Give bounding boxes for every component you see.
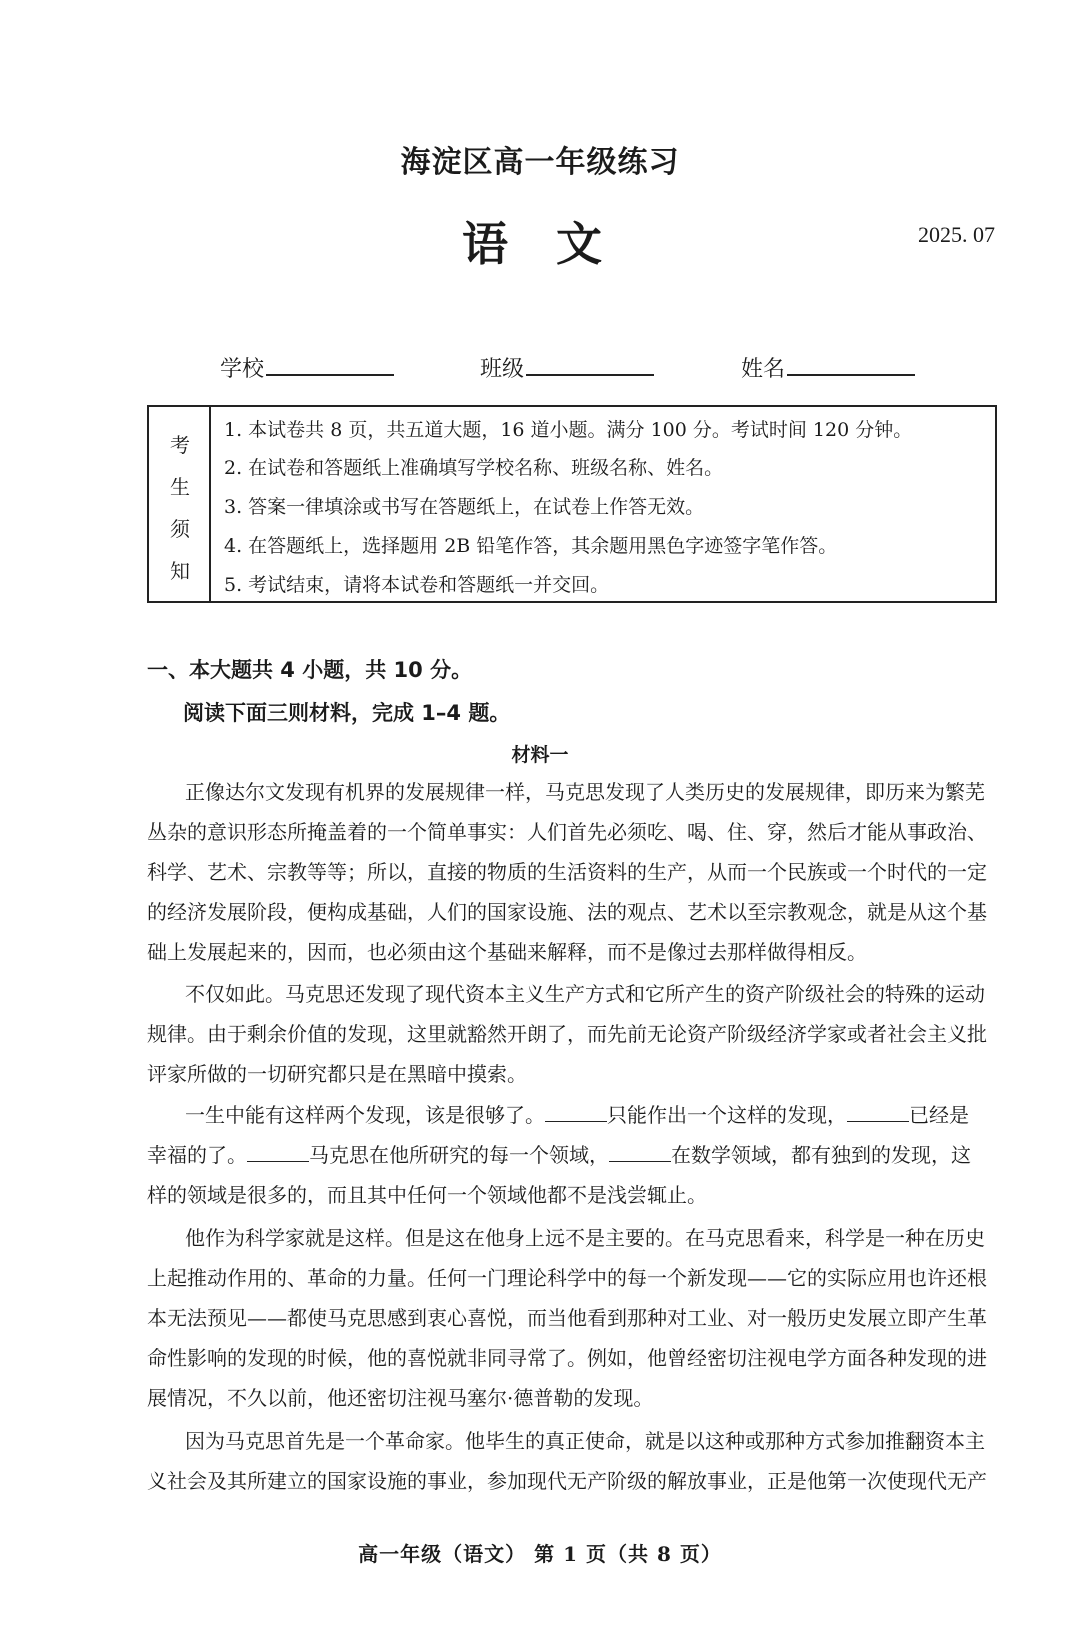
school-field[interactable]: [220, 352, 394, 383]
sentence-fragment: 在数学领域，都有独到的发现，这: [671, 1143, 971, 1167]
school-label: 学校: [220, 357, 265, 382]
paragraph-line: 评家所做的一切研究都只是在黑暗中摸索。: [147, 1062, 527, 1086]
sentence-fragment: 已经是: [909, 1103, 969, 1127]
fill-in-blank[interactable]: [847, 1105, 909, 1122]
notice-label-char: 考: [170, 433, 190, 457]
paragraph-line: [185, 1099, 999, 1128]
notice-label-char: 须: [170, 517, 190, 541]
paragraph-line: 础上发展起来的，因而，也必须由这个基础来解释，而不是像过去那样做得相反。: [147, 940, 867, 964]
section-heading: 一、本大题共 4 小题，共 10 分。: [147, 658, 473, 682]
paragraph-line: 科学、艺术、宗教等等；所以，直接的物质的生活资料的生产，从而一个民族或一个时代的一定: [147, 860, 987, 884]
notice-item: 4. 在答题纸上，选择题用 2B 铅笔作答，其余题用黑色字迹签字笔作答。: [224, 535, 838, 557]
class-blank-line[interactable]: [526, 356, 654, 376]
sentence-fragment: 只能作出一个这样的发现，: [607, 1103, 847, 1127]
exam-date: 2025. 07: [918, 222, 995, 247]
name-blank-line[interactable]: [787, 356, 915, 376]
subject-title: 语 文: [461, 217, 618, 271]
notice-label-char: 生: [170, 475, 190, 499]
paragraph-line: [147, 1139, 999, 1168]
paragraph-line: 不仅如此。马克思还发现了现代资本主义生产方式和它所产生的资产阶级社会的特殊的运动: [185, 982, 985, 1006]
section-instruction: 阅读下面三则材料，完成 1–4 题。: [183, 701, 511, 725]
paragraph-line: 义社会及其所建立的国家设施的事业，参加现代无产阶级的解放事业，正是他第一次使现代无产: [147, 1469, 987, 1493]
exam-heading: 海淀区高一年级练习: [400, 145, 680, 180]
paragraph-line: 规律。由于剩余价值的发现，这里就豁然开朗了，而先前无论资产阶级经济学家或者社会主义批: [147, 1022, 987, 1046]
paragraph-line: 上起推动作用的、革命的力量。任何一门理论科学中的每一个新发现——它的实际应用也许还根: [147, 1266, 987, 1290]
paragraph-line: 丛杂的意识形态所掩盖着的一个简单事实：人们首先必须吃、喝、住、穿，然后才能从事政治、: [147, 820, 987, 844]
paragraph-line: 正像达尔文发现有机界的发展规律一样，马克思发现了人类历史的发展规律，即历来为繁芜: [185, 780, 985, 804]
sentence-fragment: 马克思在他所研究的每一个领域，: [309, 1143, 609, 1167]
fill-in-blank[interactable]: [545, 1105, 607, 1122]
notice-item: 5. 考试结束，请将本试卷和答题纸一并交回。: [224, 574, 610, 596]
paragraph-line: 因为马克思首先是一个革命家。他毕生的真正使命，就是以这种或那种方式参加推翻资本主: [185, 1429, 985, 1453]
school-blank-line[interactable]: [266, 356, 394, 376]
fill-in-blank[interactable]: [609, 1145, 671, 1162]
name-field[interactable]: [741, 352, 915, 383]
name-label: 姓名: [741, 357, 786, 382]
paragraph-line: 的经济发展阶段，便构成基础，人们的国家设施、法的观点、艺术以至宗教观念，就是从这个基: [147, 900, 987, 924]
paragraph-line: 他作为科学家就是这样。但是这在他身上远不是主要的。在马克思看来，科学是一种在历史: [185, 1226, 985, 1250]
sentence-fragment: 一生中能有这样两个发现，该是很够了。: [185, 1103, 545, 1127]
page-footer: 高一年级（语文） 第 1 页（共 8 页）: [358, 1542, 722, 1566]
paragraph-line: 命性影响的发现的时候，他的喜悦就非同寻常了。例如，他曾经密切注视电学方面各种发现的进: [147, 1346, 987, 1370]
fill-in-blank[interactable]: [247, 1145, 309, 1162]
sentence-fragment: 幸福的了。: [147, 1143, 247, 1167]
notice-label-char: 知: [170, 559, 190, 583]
paragraph-line: 样的领域是很多的，而且其中任何一个领域他都不是浅尝辄止。: [147, 1183, 707, 1207]
notice-label-column: [149, 407, 211, 601]
notice-box: [147, 405, 997, 603]
class-field[interactable]: [480, 352, 654, 383]
paragraph-line: 展情况，不久以前，他还密切注视马塞尔·德普勒的发现。: [147, 1386, 654, 1410]
notice-item: 1. 本试卷共 8 页，共五道大题，16 道小题。满分 100 分。考试时间 120 分钟。: [224, 419, 913, 441]
notice-item: 2. 在试卷和答题纸上准确填写学校名称、班级名称、姓名。: [224, 457, 724, 479]
class-label: 班级: [480, 357, 525, 382]
material-title: 材料一: [511, 744, 569, 766]
notice-item: 3. 答案一律填涂或书写在答题纸上，在试卷上作答无效。: [224, 496, 705, 518]
paragraph-line: 本无法预见——都使马克思感到衷心喜悦，而当他看到那种对工业、对一般历史发展立即产生革: [147, 1306, 987, 1330]
